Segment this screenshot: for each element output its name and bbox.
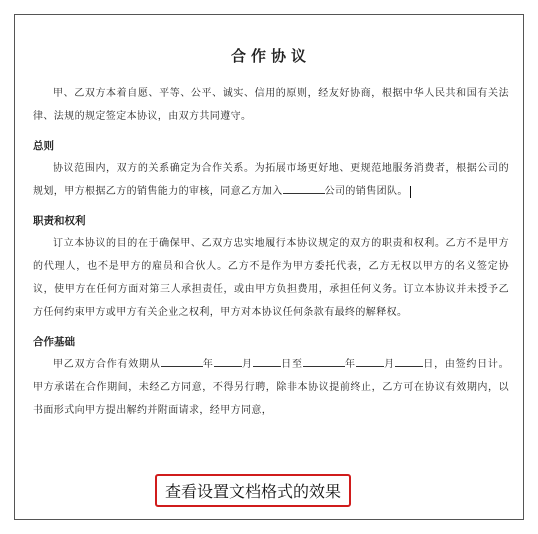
basis-text-a: 甲乙双方合作有效期从 <box>53 359 161 370</box>
intro-paragraph[interactable]: 甲、乙双方本着自愿、平等、公平、诚实、信用的原则，经友好协商，根据中华人民共和国有关法律、法规的规定签定本协议，由双方共同遵守。 <box>33 88 509 122</box>
end-day-blank[interactable] <box>395 356 423 367</box>
day-label-1: 日至 <box>280 359 303 370</box>
year-label-2: 年 <box>344 359 356 370</box>
start-year-blank[interactable] <box>161 356 203 367</box>
start-month-blank[interactable] <box>214 356 242 367</box>
document-title: 合作协议 <box>230 47 311 65</box>
year-label-1: 年 <box>202 359 214 370</box>
general-text-after: 公司的销售团队。 <box>324 186 408 197</box>
end-month-blank[interactable] <box>356 356 384 367</box>
document-body <box>33 45 509 422</box>
duties-paragraph[interactable]: 订立本协议的目的在于确保甲、乙双方忠实地履行本协议规定的双方的职责和权利。乙方不是甲方的代理人，也不是甲方的雇员和合伙人。乙方不是作为甲方委托代表，乙方无权以甲方的名义签定协议，使甲方在任何方面对第三人承担责任，或由甲方负担费用，承担任何义务。订立本协议并未授予乙方任何约束甲方或甲方有关企业之权利，甲方对本协议任何条款有最终的解释权。 <box>33 238 509 318</box>
document-page <box>14 14 524 520</box>
company-name-blank[interactable] <box>283 183 325 194</box>
text-cursor <box>410 186 411 198</box>
month-label-1: 月 <box>241 359 253 370</box>
section-heading-basis: 合作基础 <box>33 336 75 348</box>
section-heading-general: 总则 <box>33 140 54 152</box>
section-heading-duties: 职责和权利 <box>33 215 86 227</box>
general-text-before: 协议范围内，双方的关系确定为合作关系。为拓展市场更好地、更规范地服务消费者，根据公司的规划，甲方根据乙方的销售能力的审核，同意乙方加入 <box>33 163 509 197</box>
start-day-blank[interactable] <box>253 356 281 367</box>
basis-paragraph[interactable] <box>33 353 509 422</box>
callout-caption: 查看设置文档格式的效果 <box>155 474 351 507</box>
end-year-blank[interactable] <box>303 356 345 367</box>
month-label-2: 月 <box>383 359 395 370</box>
general-paragraph[interactable] <box>33 157 509 203</box>
basis-text-b: 日，由签约日计。甲方承诺在合作期间，未经乙方同意，不得另行聘，除非本协议提前终止，乙方可在协议有效期内，以书面形式向甲方提出解约并附面请求，经甲方同意， <box>33 359 510 416</box>
